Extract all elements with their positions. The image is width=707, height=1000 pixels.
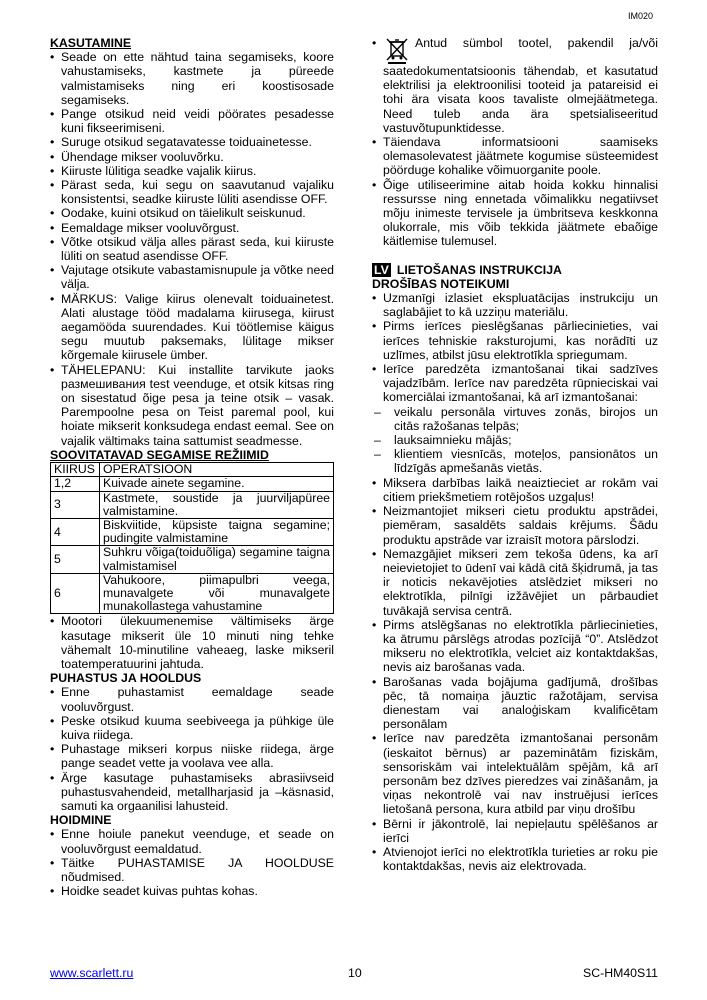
weee-text: Antud sümbol tootel, pakendil ja/või saatedokumentatsioonis tähendab, et kasutatud elektrilisi ja elektroonilisi tooteid ja patareisid ei tohi ära visata koos tavaliste olmejäätmetega. Need tuleb anda ära spetsialiseeritud vastuvõtupunktidesse. bbox=[383, 36, 658, 135]
usage-heading: KASUTAMINE bbox=[50, 36, 132, 50]
list-item: • Täiendava informatsiooni saamiseks olemasolevatest jäätmete kogumise süsteemidest pöörduge kohalike võimuorganite poole. bbox=[372, 135, 658, 178]
table-header-speed: KIIRUS bbox=[51, 463, 100, 477]
list-item: • MÄRKUS: Valige kiirus olenevalt toiduainetest. Alati alustage tööd madalama kiirusega, kiirust aegamööda suurendades. Kui töötlemise käigus segu muutub paksemaks, lülitage mikser kõrgemale kiirusele ümber. bbox=[50, 292, 334, 363]
lv-title: LIETOŠANAS INSTRUKCIJA bbox=[396, 262, 562, 277]
dash-item: – klientiem viesnīcās, moteļos, pansionātos un līdzīgās apmešanās vietās. bbox=[372, 447, 658, 475]
storage-list bbox=[50, 827, 334, 898]
list-item: • Uzmanīgi izlasiet ekspluatācijas instrukciju un saglabājiet to kā uzziņu materiālu. bbox=[372, 291, 658, 319]
safety-list-a bbox=[372, 291, 658, 476]
list-item: • Võtke otsikud välja alles pärast seda, kui kiiruste lüliti on seatud asendisse OFF. bbox=[50, 235, 334, 263]
right-column bbox=[372, 36, 658, 873]
weee-list bbox=[372, 36, 658, 249]
table-cell-operation: Kuivade ainete segamine. bbox=[100, 477, 334, 491]
document-code: IM020 bbox=[627, 11, 653, 21]
table-row bbox=[51, 518, 334, 545]
usage-list bbox=[50, 50, 334, 448]
cleaning-list bbox=[50, 685, 334, 813]
list-item: • Bērni ir jākontrolē, lai nepieļautu spēlēšanos ar ierīci bbox=[372, 817, 658, 845]
list-item: • Atvienojot ierīci no elektrotīkla turieties ar roku pie kontaktdakšas, nevis aiz elektrovada. bbox=[372, 845, 658, 873]
left-column bbox=[50, 36, 334, 898]
list-item bbox=[372, 36, 658, 135]
modes-heading: SOOVITATAVAD SEGAMISE REŽIIMID bbox=[50, 447, 269, 462]
list-item: • Pirms atslēgšanas no elektrotīkla pārliecinieties, ka ātrumu pārslēgs atrodas pozīcijā “0”. Atslēdzot mikseru no elektrotīkla, velciet aiz kontaktdakšas, nevis aiz barošanas vada. bbox=[372, 618, 658, 675]
table-row bbox=[51, 546, 334, 573]
table-cell-operation: Kastmete, soustide ja juurviljapüree valmistamine. bbox=[100, 491, 334, 518]
speed-table bbox=[50, 462, 334, 614]
table-header-row bbox=[51, 463, 334, 477]
list-item: • Vajutage otsikute vabastamisnupule ja võtke need välja. bbox=[50, 263, 334, 291]
table-row bbox=[51, 477, 334, 491]
page-footer bbox=[50, 966, 658, 980]
list-item: • Täitke PUHASTAMISE JA HOOLDUSE nõudmised. bbox=[50, 856, 334, 884]
list-item: • Miksera darbības laikā neaiztieciet ar rokām vai citiem priekšmetiem rotējošos uzgaļus! bbox=[372, 476, 658, 504]
table-cell-speed: 6 bbox=[51, 573, 100, 614]
list-item: • Eemaldage mikser vooluvõrgust. bbox=[50, 221, 334, 235]
list-item: • Enne hoiule panekut veenduge, et seade on vooluvõrgust eemaldatud. bbox=[50, 827, 334, 855]
list-item: • Oodake, kuini otsikud on täielikult seiskunud. bbox=[50, 206, 334, 220]
list-item: • TÄHELEPANU: Kui installite tarvikute jaoks размешивания test veenduge, et otsik kitsas ring on sisestatud õige pesa ja teine otsik – vasak. Parempoolne pesa on Teist paremal pool, kui hoiate mikserit konksudega endast eemal. See on vajalik vältimaks taina sattumist seadmesse. bbox=[50, 363, 334, 448]
table-row bbox=[51, 491, 334, 518]
lv-subtitle: DROŠĪBAS NOTEIKUMI bbox=[372, 276, 510, 291]
page-number: 10 bbox=[348, 966, 362, 980]
list-item: • Ärge kasutage puhastamiseks abrasiivseid puhastusvahendeid, metallharjasid ja –käsnasid, samuti ka orgaanilisi lahusteid. bbox=[50, 771, 334, 814]
list-item: • Seade on ette nähtud taina segamiseks, koore vahustamiseks, kastmete ja püreede valmistamiseks ning eri koostisosade segamiseks. bbox=[50, 50, 334, 107]
table-cell-speed: 1,2 bbox=[51, 477, 100, 491]
model-number: SC-HM40S11 bbox=[583, 966, 658, 980]
list-item: • Kiiruste lülitiga seadke vajalik kiirus. bbox=[50, 164, 334, 178]
list-item: • Nemazgājiet mikseri zem tekoša ūdens, ka arī neievietojiet to ūdenī vai kādā citā šķidrumā, ja tas ir noticis nekavējoties atslēdziet mikseri no elektrotīkla, pilnīgi izžāvējiet un pārbaudiet tuvākajā servisa centrā. bbox=[372, 547, 658, 618]
list-item: • Suruge otsikud segatavatesse toiduainetesse. bbox=[50, 135, 334, 149]
list-item: • Ierīce paredzēta izmantošanai tikai sadzīves vajadzībām. Ierīce nav paredzēta rūpnieciskai vai komerciālai izmantošanai, kā arī izmantošanai: bbox=[372, 362, 658, 405]
list-item: • Mootori ülekuumenemise vältimiseks ärge kasutage mikserit üle 10 minuti ning tehke vähemalt 10-minutiline vaheaeg, laske mikseril toatemperatuurini jahtuda. bbox=[50, 614, 334, 671]
cleaning-heading: PUHASTUS JA HOOLDUS bbox=[50, 671, 202, 686]
list-item: • Pirms ierīces pieslēgšanas pārliecinieties, vai ierīces tehniskie raksturojumi, kas norādīti uz uzlīmes, atbilst jūsu elektrotīkla spriegumam. bbox=[372, 319, 658, 362]
lv-section-heading bbox=[372, 263, 658, 277]
list-item: • Õige utiliseerimine aitab hoida kokku hinnalisi ressursse ning ennetada võimalikku negatiivset mõju inimeste tervisele ja ümbritseva keskkonna olukorrale, mis võib tekkida jäätmete ebaõige käitlemise tulemusel. bbox=[372, 178, 658, 249]
list-item: • Ühendage mikser vooluvõrku. bbox=[50, 150, 334, 164]
list-item: • Barošanas vada bojājuma gadījumā, drošības pēc, tā nomaiņa jāuztic ražotājam, servisa dienestam vai analoģiskam kvalificētam personālam bbox=[372, 675, 658, 732]
table-cell-operation: Biskviitide, küpsiste taigna segamine; pudingite valmistamine bbox=[100, 518, 334, 545]
website-link[interactable]: www.scarlett.ru bbox=[50, 966, 134, 980]
dash-item: – veikalu personāla virtuves zonās, birojos un citās ražošanas telpās; bbox=[372, 405, 658, 433]
overheat-list bbox=[50, 614, 334, 671]
list-item: • Pange otsikud neid veidi pöörates pesadesse kuni fikseerimiseni. bbox=[50, 107, 334, 135]
table-header-operation: OPERATSIOON bbox=[100, 463, 334, 477]
list-item: • Enne puhastamist eemaldage seade vooluvõrgust. bbox=[50, 685, 334, 713]
table-row bbox=[51, 573, 334, 614]
dash-item: – lauksaimnieku mājās; bbox=[372, 433, 658, 447]
list-item: • Pärast seda, kui segu on saavutanud vajaliku konsistentsi, seadke kiiruste lüliti asendisse OFF. bbox=[50, 178, 334, 206]
list-item: • Peske otsikud kuuma seebiveega ja pühkige üle kuiva riidega. bbox=[50, 714, 334, 742]
list-item: • Hoidke seadet kuivas puhtas kohas. bbox=[50, 884, 334, 898]
storage-heading: HOIDMINE bbox=[50, 813, 112, 828]
table-cell-speed: 5 bbox=[51, 546, 100, 573]
crossed-bin-icon bbox=[383, 36, 411, 64]
safety-list-b bbox=[372, 476, 658, 874]
list-item: • Puhastage mikseri korpus niiske riidega, ärge pange seadet vette ja voolava vee alla. bbox=[50, 742, 334, 770]
table-cell-speed: 3 bbox=[51, 491, 100, 518]
language-badge: LV bbox=[374, 262, 389, 277]
list-item: • Ierīce nav paredzēta izmantošanai personām (ieskaitot bērnus) ar pazeminātām fiziskām, sensoriskām vai intelektuālām spējām, kā arī personām bez dzīves pieredzes vai zināšanām, ja viņas nekontrolē vai nav instruējusi ierīces lietošanā persona, kura atbild par viņu drošību bbox=[372, 731, 658, 816]
table-cell-operation: Vahukoore, piimapulbri veega, munavalgete või munavalgete munakollastega vahustamine bbox=[100, 573, 334, 614]
list-item: • Neizmantojiet mikseri cietu produktu apstrādei, piemēram, sasaldēts saldais krējums. Šādu produktu apstrāde var izraisīt motora pārslodzi. bbox=[372, 504, 658, 547]
table-cell-operation: Suhkru võiga(toiduõliga) segamine taigna valmistamisel bbox=[100, 546, 334, 573]
table-cell-speed: 4 bbox=[51, 518, 100, 545]
